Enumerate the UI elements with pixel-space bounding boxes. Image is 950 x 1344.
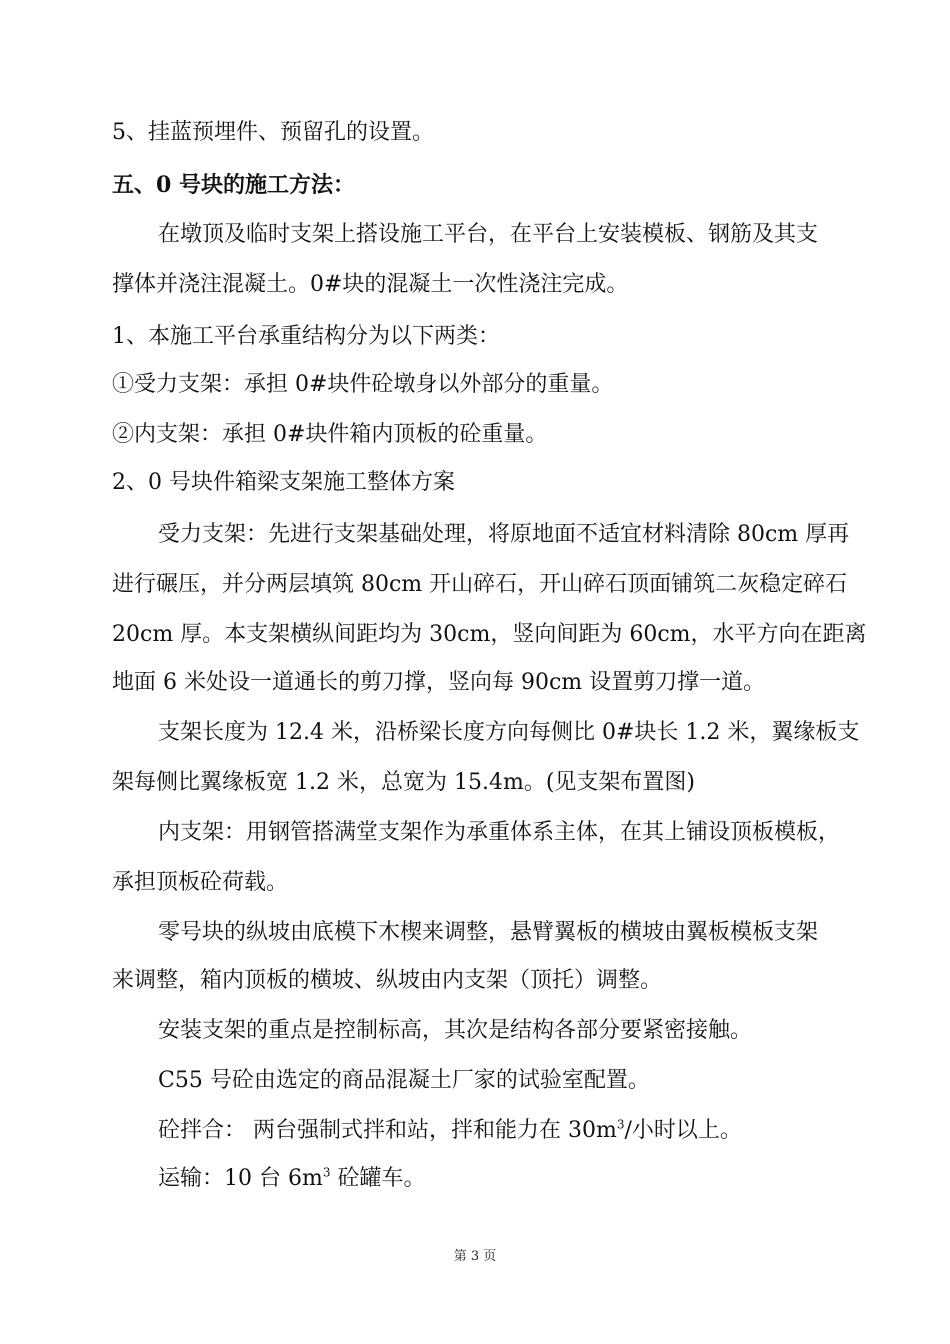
text-line-19: 安装支架的重点是控制标高，其次是结构各部分要紧密接触。 [158,1018,753,1043]
text-line-13: 支架长度为 12.4 米，沿桥梁长度方向每侧比 0#块长 1.2 米，翼缘板支 [158,720,860,745]
text-line-9: 受力支架：先进行支架基础处理，将原地面不适宜材料清除 80cm 厚再 [158,522,850,547]
section-heading-5: 五、0 号块的施工方法： [112,172,355,198]
transport-line-prefix: 运输：10 台 6m [158,1166,323,1191]
text-line-16: 承担顶板砼荷载。 [112,870,289,895]
text-line-7: ②内支架：承担 0#块件箱内顶板的砼重量。 [112,422,548,447]
text-line-11: 20cm 厚。本支架横纵间距均为 30cm，竖向间距为 60cm，水平方向在距离 [112,622,867,647]
text-line-17: 零号块的纵坡由底模下木楔来调整，悬臂翼板的横坡由翼板模板支架 [158,920,819,945]
transport-line [158,1164,842,1194]
text-line-20: C55 号砼由选定的商品混凝土厂家的试验室配置。 [158,1068,650,1093]
transport-line-superscript: 3 [322,1165,331,1180]
mixer-line [158,1116,842,1146]
text-line-5: 1、本施工平台承重结构分为以下两类： [112,324,500,349]
text-line-3: 在墩顶及临时支架上搭设施工平台，在平台上安装模板、钢筋及其支 [158,222,819,247]
transport-line-suffix: 砼罐车。 [330,1166,426,1191]
text-line-12: 地面 6 米处设一道通长的剪刀撑，竖向每 90cm 设置剪刀撑一道。 [112,670,766,695]
text-line-1: 5、挂蓝预埋件、预留孔的设置。 [112,120,434,145]
text-line-6: ①受力支架：承担 0#块件砼墩身以外部分的重量。 [112,372,614,397]
text-line-18: 来调整，箱内顶板的横坡、纵坡由内支架（顶托）调整。 [112,968,663,993]
mixer-line-prefix: 砼拌合： 两台强制式拌和站，拌和能力在 30m [158,1118,617,1143]
text-line-10: 进行碾压，并分两层填筑 80cm 开山碎石，开山碎石顶面铺筑二灰稳定碎石 [112,572,848,597]
mixer-line-superscript: 3 [616,1117,625,1132]
text-line-4: 撑体并浇注混凝土。0#块的混凝土一次性浇注完成。 [112,272,629,297]
text-line-15: 内支架：用钢管搭满堂支架作为承重体系主体，在其上铺设顶板模板， [158,820,841,845]
page-number: 第 3 页 [453,1249,497,1264]
text-line-14: 架每侧比翼缘板宽 1.2 米，总宽为 15.4m。(见支架布置图) [112,770,695,795]
mixer-line-suffix: /小时以上。 [624,1118,742,1143]
text-line-8: 2、0 号块件箱梁支架施工整体方案 [112,470,455,495]
